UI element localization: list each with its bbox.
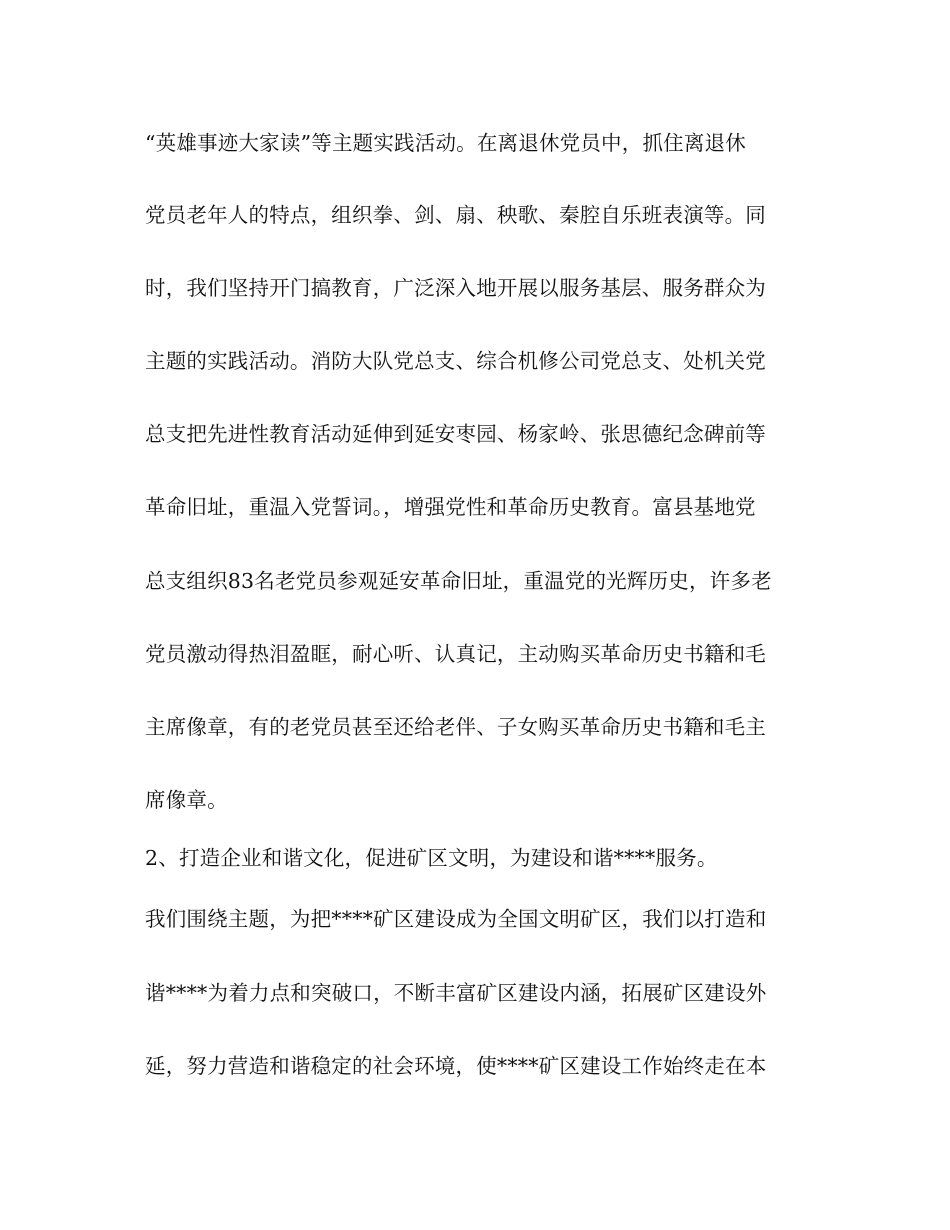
text-line: 时，我们坚持开门搞教育，广泛深入地开展以服务基层、服务群众为 (145, 276, 766, 300)
text-line: 革命旧址，重温入党誓词。，增强党性和革命历史教育。富县基地党 (145, 495, 756, 519)
text-line: 党员老年人的特点，组织拳、剑、扇、秧歌、秦腔自乐班表演等。同 (145, 203, 766, 227)
text-line: 主席像章，有的老党员甚至还给老伴、子女购买革命历史书籍和毛主 (145, 715, 766, 739)
text-line: 席像章。 (145, 788, 228, 812)
section-heading: 2、打造企业和谐文化，促进矿区文明，为建设和谐****服务。 (145, 846, 718, 870)
text-line: 总支组织83名老党员参观延安革命旧址，重温党的光辉历史，许多老 (145, 569, 772, 593)
text-line: 主题的实践活动。消防大队党总支、综合机修公司党总支、处机关党 (145, 349, 766, 373)
text-line: 谐****为着力点和突破口，不断丰富矿区建设内涵，拓展矿区建设外 (145, 981, 767, 1005)
text-line: 我们围绕主题，为把****矿区建设成为全国文明矿区，我们以打造和 (145, 907, 767, 931)
text-line: 党员激动得热泪盈眶，耐心听、认真记，主动购买革命历史书籍和毛 (145, 642, 766, 666)
text-line: “英雄事迹大家读”等主题实践活动。在离退休党员中，抓住离退休 (145, 131, 746, 155)
text-line: 总支把先进性教育活动延伸到延安枣园、杨家岭、张思德纪念碑前等 (145, 422, 766, 446)
text-line: 延，努力营造和谐稳定的社会环境，使****矿区建设工作始终走在本 (145, 1054, 767, 1078)
